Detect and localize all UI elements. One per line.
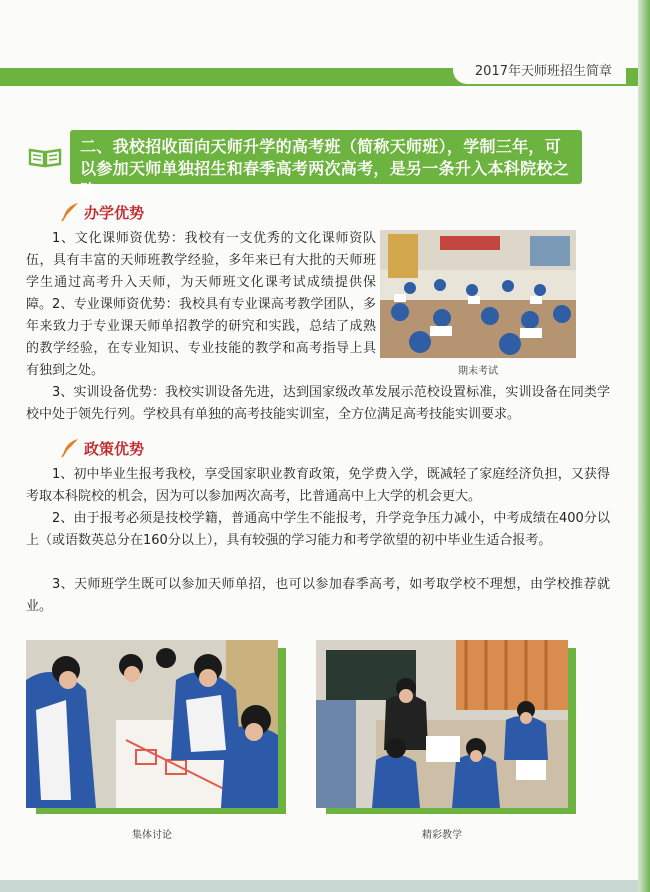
- section-title-policy-advantage: [60, 436, 144, 460]
- discussion-photo: [26, 640, 278, 808]
- paragraph-culture-teachers: 1、文化课师资优势：我校有一支优秀的文化课师资队伍，具有丰富的天师班教学经验，多年来已有大批的天师班学生通过高考升入天师，为天师班文化课考试成绩提供保障。: [26, 231, 376, 312]
- section-title-text: 政策优势: [84, 439, 145, 458]
- section-title-school-advantage: [60, 200, 144, 224]
- exam-photo: [380, 230, 576, 358]
- exam-photo-caption: 期末考试: [458, 366, 498, 377]
- teaching-photo: [316, 640, 568, 808]
- paragraph-equipment: 3、实训设备优势：我校实训设备先进，达到国家级改革发展示范校设置标准，实训设备在同类学校中处于领先行列。学校具有单独的高考技能实训室，全方位满足高考技能实训要求。: [26, 385, 610, 422]
- headline-banner: 二、我校招收面向天师升学的高考班（简称天师班），学制三年，可以参加天师单独招生和春季高考两次高考，是另一条升入本科院校之路。: [70, 130, 582, 184]
- discussion-photo-caption: 集体讨论: [132, 830, 172, 841]
- teaching-photo-caption: 精彩教学: [422, 830, 462, 841]
- section-title-text: 办学优势: [84, 203, 145, 222]
- quill-icon: [60, 202, 80, 222]
- paragraph-policy-employment: 3、天师班学生既可以参加天师单招，也可以参加春季高考，如考取学校不理想，由学校推荐就业。: [26, 577, 610, 614]
- header-title: 2017年天师班招生简章: [453, 60, 626, 84]
- paragraph-policy-enrollment: 2、由于报考必须是技校学籍，普通高中学生不能报考，升学竞争压力减小，中考成绩在400分以上（或语数英总分在160分以上），具有较强的学习能力和考学欲望的初中毕业生适合报考。: [26, 511, 610, 548]
- bottom-strip: [0, 880, 638, 892]
- paragraph-major-teachers: 2、专业课师资优势：我校具有专业课高考教学团队，多年来致力于专业课天师单招教学的研究和实践，总结了成熟的教学经验，在专业知识、专业技能的教学和高考指导上具有独到之处。: [26, 297, 376, 378]
- open-book-icon: [28, 146, 62, 168]
- page-edge-decoration: [638, 0, 650, 892]
- quill-icon: [60, 438, 80, 458]
- paragraph-policy-tuition: 1、初中毕业生报考我校，享受国家职业教育政策，免学费入学，既减轻了家庭经济负担，又获得考取本科院校的机会，因为可以参加两次高考，比普通高中上大学的机会更大。: [26, 467, 610, 504]
